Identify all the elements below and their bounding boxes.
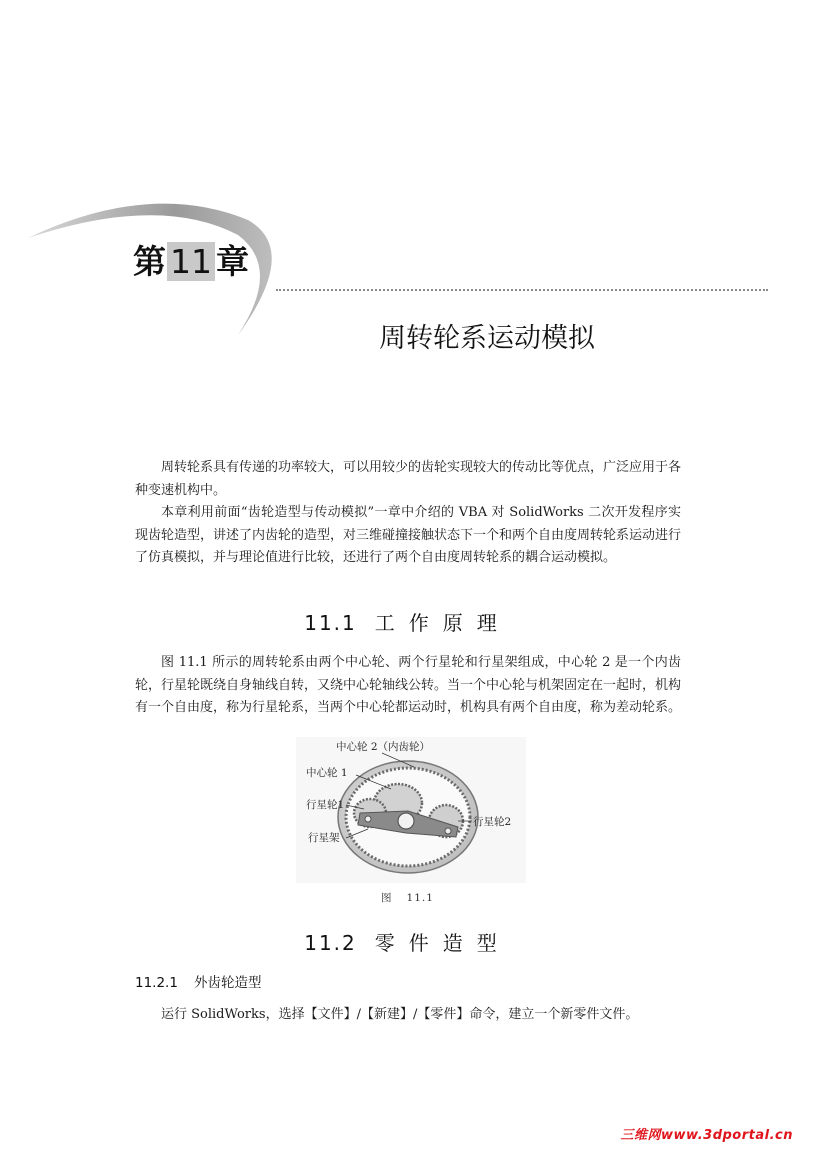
intro-paragraph-2: 本章利用前面“齿轮造型与传动模拟”一章中介绍的 VBA 对 SolidWorks 二次开发程序实现齿轮造型，讲述了内齿轮的造型，对三维碰撞接触状态下一个和两个自由度周转轮系运动进行了仿真模拟，并与理论值进行比较，还进行了两个自由度周转轮系的耦合运动模拟。 xyxy=(135,505,682,565)
dotted-divider xyxy=(276,289,768,291)
figure-caption xyxy=(0,890,815,905)
label-center-gear-1: 中心轮 1 xyxy=(306,767,348,779)
watermark: 三维网www.3dportal.cn xyxy=(620,1128,793,1143)
chapter-suffix: 章 xyxy=(216,242,249,281)
section-title: 工作原理 xyxy=(374,611,511,635)
subsection-heading xyxy=(135,971,261,991)
chapter-number: 11 xyxy=(167,242,215,281)
caption-number: 11.1 xyxy=(406,892,434,904)
subsection-number: 11.2.1 xyxy=(135,975,178,991)
section-title: 零件造型 xyxy=(374,931,511,955)
label-center-gear-2: 中心轮 2（内齿轮） xyxy=(336,741,431,753)
chapter-title: 周转轮系运动模拟 xyxy=(379,323,595,354)
subsection-title: 外齿轮造型 xyxy=(193,975,262,991)
section1-paragraph: 图 11.1 所示的周转轮系由两个中心轮、两个行星轮和行星架组成，中心轮 2 是一个内齿轮，行星轮既绕自身轴线自转，又绕中心轮轴线公转。当一个中心轮与机架固定在一起时，机构有一个自由度，称为行星轮系，当两个中心轮都运动时，机构具有两个自由度，称为差动轮系。 xyxy=(135,655,682,715)
label-planet-gear-1: 行星轮1 xyxy=(306,799,345,811)
caption-prefix: 图 xyxy=(381,892,393,904)
label-planet-carrier: 行星架 xyxy=(308,832,340,844)
chapter-prefix: 第 xyxy=(133,242,166,281)
section-number: 11.2 xyxy=(304,931,357,955)
section-heading-2 xyxy=(0,927,815,956)
section-heading-1 xyxy=(0,607,815,636)
figure-planetary-gear xyxy=(296,737,526,883)
final-paragraph: 运行 SolidWorks，选择【文件】/【新建】/【零件】命令，建立一个新零件文件。 xyxy=(161,1007,639,1022)
section-number: 11.1 xyxy=(304,611,357,635)
label-planet-gear-2: 行星轮2 xyxy=(473,816,512,828)
intro-paragraph-1: 周转轮系具有传递的功率较大，可以用较少的齿轮实现较大的传动比等优点，广泛应用于各种变速机构中。 xyxy=(135,460,682,498)
chapter-label xyxy=(133,236,249,283)
